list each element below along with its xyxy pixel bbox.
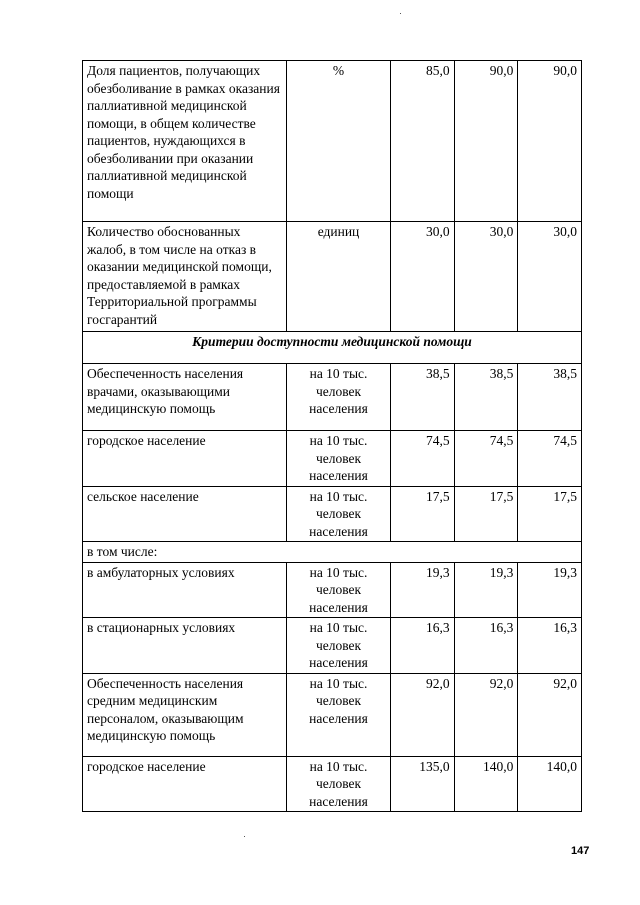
table-row [83, 562, 582, 618]
unit-cell: на 10 тыс. человек населения [287, 562, 391, 618]
unit-cell: единиц [287, 222, 391, 332]
unit-cell: на 10 тыс. человек населения [287, 618, 391, 674]
value-cell: 19,3 [391, 562, 455, 618]
value-cell: 92,0 [391, 673, 455, 756]
table-row [83, 673, 582, 756]
value-cell: 38,5 [391, 364, 455, 431]
indicator-name: городское население [83, 431, 287, 487]
value-cell: 90,0 [454, 61, 518, 222]
indicator-name: сельское население [83, 486, 287, 542]
section-title: Критерии доступности медицинской помощи [83, 332, 582, 364]
indicator-name: городское население [83, 756, 287, 812]
table-row [83, 431, 582, 487]
value-cell: 17,5 [391, 486, 455, 542]
page-number: 147 [571, 845, 590, 857]
value-cell: 92,0 [454, 673, 518, 756]
value-cell: 17,5 [454, 486, 518, 542]
unit-cell: на 10 тыс. человек населения [287, 486, 391, 542]
value-cell: 30,0 [391, 222, 455, 332]
value-cell: 16,3 [454, 618, 518, 674]
value-cell: 85,0 [391, 61, 455, 222]
value-cell: 74,5 [518, 431, 582, 487]
table-row [83, 364, 582, 431]
value-cell: 17,5 [518, 486, 582, 542]
value-cell: 74,5 [391, 431, 455, 487]
unit-cell: % [287, 61, 391, 222]
indicator-name: в амбулаторных условиях [83, 562, 287, 618]
subheader-row [83, 542, 582, 563]
section-header-row [83, 332, 582, 364]
value-cell: 16,3 [518, 618, 582, 674]
value-cell: 90,0 [518, 61, 582, 222]
scan-speck [244, 836, 245, 837]
indicator-name: Обеспеченность населения средним медицинским персоналом, оказывающим медицинскую помощь [83, 673, 287, 756]
unit-cell: на 10 тыс. человек населения [287, 756, 391, 812]
value-cell: 140,0 [454, 756, 518, 812]
indicator-name: Доля пациентов, получающих обезболивание в рамках оказания паллиативной медицинской помощи, в общем количестве пациентов, нуждающихся в обезболивании при оказании паллиативной медицинской помощи [83, 61, 287, 222]
indicator-name: Количество обоснованных жалоб, в том числе на отказ в оказании медицинской помощи, предоставляемой в рамках Территориальной программы госгарантий [83, 222, 287, 332]
indicator-name: Обеспеченность населения врачами, оказывающими медицинскую помощь [83, 364, 287, 431]
value-cell: 30,0 [454, 222, 518, 332]
scan-speck [400, 13, 401, 14]
unit-cell: на 10 тыс. человек населения [287, 364, 391, 431]
table-row [83, 486, 582, 542]
value-cell: 38,5 [518, 364, 582, 431]
value-cell: 19,3 [518, 562, 582, 618]
value-cell: 30,0 [518, 222, 582, 332]
unit-cell: на 10 тыс. человек населения [287, 673, 391, 756]
value-cell: 92,0 [518, 673, 582, 756]
value-cell: 140,0 [518, 756, 582, 812]
indicators-table [82, 60, 582, 812]
value-cell: 19,3 [454, 562, 518, 618]
indicator-name: в стационарных условиях [83, 618, 287, 674]
table-row [83, 756, 582, 812]
value-cell: 38,5 [454, 364, 518, 431]
value-cell: 16,3 [391, 618, 455, 674]
table-row [83, 61, 582, 222]
subheader-cell: в том числе: [83, 542, 582, 563]
value-cell: 135,0 [391, 756, 455, 812]
table-row [83, 618, 582, 674]
unit-cell: на 10 тыс. человек населения [287, 431, 391, 487]
value-cell: 74,5 [454, 431, 518, 487]
table-row [83, 222, 582, 332]
